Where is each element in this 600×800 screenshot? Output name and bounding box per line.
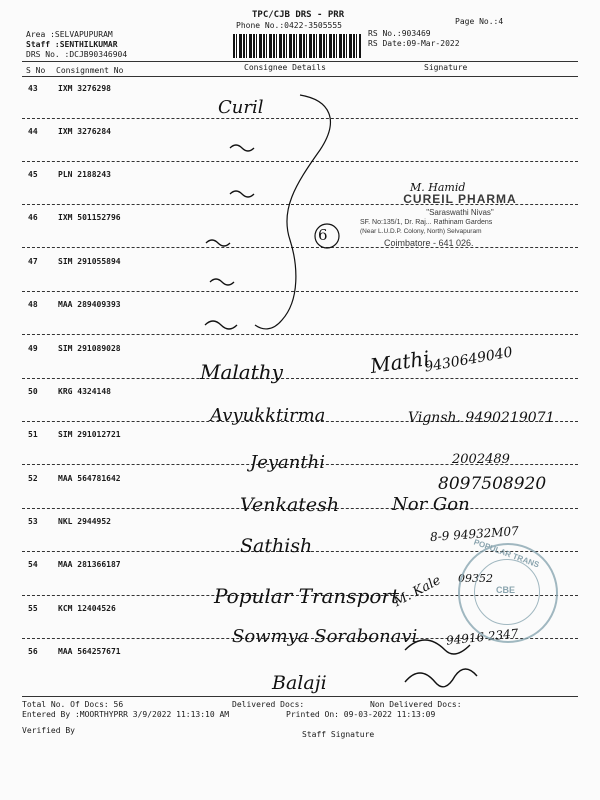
- row-consignment: SIM 291012721: [58, 430, 121, 439]
- hw-sign-54: M. Kale: [391, 572, 444, 611]
- hw-sign-51: 2002489: [452, 452, 510, 467]
- total-docs: Total No. Of Docs: 56: [22, 700, 124, 709]
- stamp-building: "Saraswathi Nivas": [426, 208, 494, 217]
- hw-pharma-to: M. Hamid: [410, 181, 466, 194]
- hw-sathish: Sathish: [240, 535, 313, 557]
- hw-sowmya: Sowmya Sorabonavi: [232, 626, 418, 647]
- col-consignee: Consignee Details: [244, 63, 326, 72]
- row-sno: 51: [28, 430, 38, 439]
- row-consignment: KRG 4324148: [58, 387, 111, 396]
- row-consignment: IXM 3276298: [58, 84, 111, 93]
- row-sno: 53: [28, 517, 38, 526]
- hw-balaji: Balaji: [272, 672, 327, 694]
- ditto-mark: [230, 191, 254, 197]
- stamp-popular-office: CBE: [496, 585, 516, 595]
- printed-on: Printed On: 09-03-2022 11:13:09: [286, 710, 436, 719]
- row-consignment: MAA 564781642: [58, 474, 121, 483]
- popular-round-stamp: [458, 537, 558, 643]
- verified-by: Verified By: [22, 726, 75, 735]
- row-sno: 55: [28, 604, 38, 613]
- area-label: Area :SELVAPUPURAM: [26, 30, 113, 39]
- hw-popular: Popular Transport: [214, 584, 400, 608]
- phone-number: Phone No.:0422-3505555: [236, 21, 342, 30]
- hw-malathy: Malathy: [200, 360, 283, 384]
- row-consignment: IXM 3276284: [58, 127, 111, 136]
- entered-by: Entered By :MOORTHYPRR 3/9/2022 11:13:10 AM: [22, 710, 230, 719]
- bracket-stroke: [255, 95, 330, 329]
- footer-divider: [22, 696, 578, 697]
- pharma-stamp: [360, 192, 560, 248]
- ditto-mark: [210, 279, 234, 285]
- rs-date: RS Date:09-Mar-2022: [368, 39, 460, 48]
- row-consignment: MAA 289409393: [58, 300, 121, 309]
- stamp-address-2: (Near L.U.D.P. Colony, North) Selvapuram: [360, 228, 482, 235]
- page-number: Page No.:4: [455, 17, 504, 26]
- hw-vignesh: Vignsh. 9490219071: [408, 410, 555, 426]
- hw-avyukta: Avyukktirma: [210, 405, 326, 426]
- non-delivered-docs: Non Delivered Docs:: [370, 700, 462, 709]
- hw-jeyanthi: Jeyanthi: [250, 452, 325, 473]
- row-consignment: SIM 291055894: [58, 257, 121, 266]
- hw-phone-52: 8097508920: [438, 474, 547, 494]
- row-sno: 54: [28, 560, 38, 569]
- row-consignment: SIM 291089028: [58, 344, 121, 353]
- row-sno: 52: [28, 474, 38, 483]
- hw-venkatesh: Venkatesh: [240, 494, 340, 516]
- ditto-mark: [205, 321, 237, 329]
- delivered-docs: Delivered Docs:: [232, 700, 305, 709]
- row-sno: 47: [28, 257, 38, 266]
- row-sno: 49: [28, 344, 38, 353]
- hw-sign-53: 8-9 94932M07: [429, 523, 520, 545]
- staff-signature: Staff Signature: [302, 730, 375, 739]
- stamp-city: Coimbatore - 641 026.: [384, 238, 474, 248]
- stamp-popular-text: POPULAR TRANS: [472, 537, 541, 570]
- signature-stroke: [405, 669, 477, 687]
- row-consignment: NKL 2944952: [58, 517, 111, 526]
- row-sno: 48: [28, 300, 38, 309]
- row-sno: 46: [28, 213, 38, 222]
- hw-malathy-sign: Mathi: [368, 345, 432, 379]
- hw-sign-52: Nor Gon: [392, 494, 470, 515]
- hw-curil: Curil: [218, 97, 264, 118]
- row-sno: 44: [28, 127, 38, 136]
- row-consignment: PLN 2188243: [58, 170, 111, 179]
- col-consignment: Consignment No: [56, 66, 124, 75]
- hw-circled-count: 6: [318, 226, 328, 244]
- hw-stamp-number: 09352: [458, 572, 493, 585]
- drs-number: DRS No. :DCJB90346904: [26, 50, 128, 59]
- row-sno: 56: [28, 647, 38, 656]
- row-consignment: MAA 281366187: [58, 560, 121, 569]
- col-sno: S No: [26, 66, 46, 75]
- row-sno: 43: [28, 84, 38, 93]
- hw-phone-55: 94916 2347: [445, 626, 520, 648]
- hw-phone-49: 9430649040: [423, 344, 514, 376]
- rs-number: RS No.:903469: [368, 29, 431, 38]
- row-consignment: MAA 564257671: [58, 647, 121, 656]
- col-signature: Signature: [424, 63, 468, 72]
- ditto-mark: [230, 145, 254, 151]
- row-consignment: IXM 501152796: [58, 213, 121, 222]
- row-sno: 50: [28, 387, 38, 396]
- stamp-address-1: SF. No:135/1, Dr. Raj... Rathinam Gardens: [360, 219, 493, 226]
- row-consignment: KCM 12404526: [58, 604, 116, 613]
- ditto-mark: [206, 240, 230, 246]
- stamp-company: CUREIL PHARMA: [403, 192, 517, 206]
- doc-title: TPC/CJB DRS - PRR: [252, 10, 345, 20]
- staff-label: Staff :SENTHILKUMAR: [26, 40, 118, 49]
- row-sno: 45: [28, 170, 38, 179]
